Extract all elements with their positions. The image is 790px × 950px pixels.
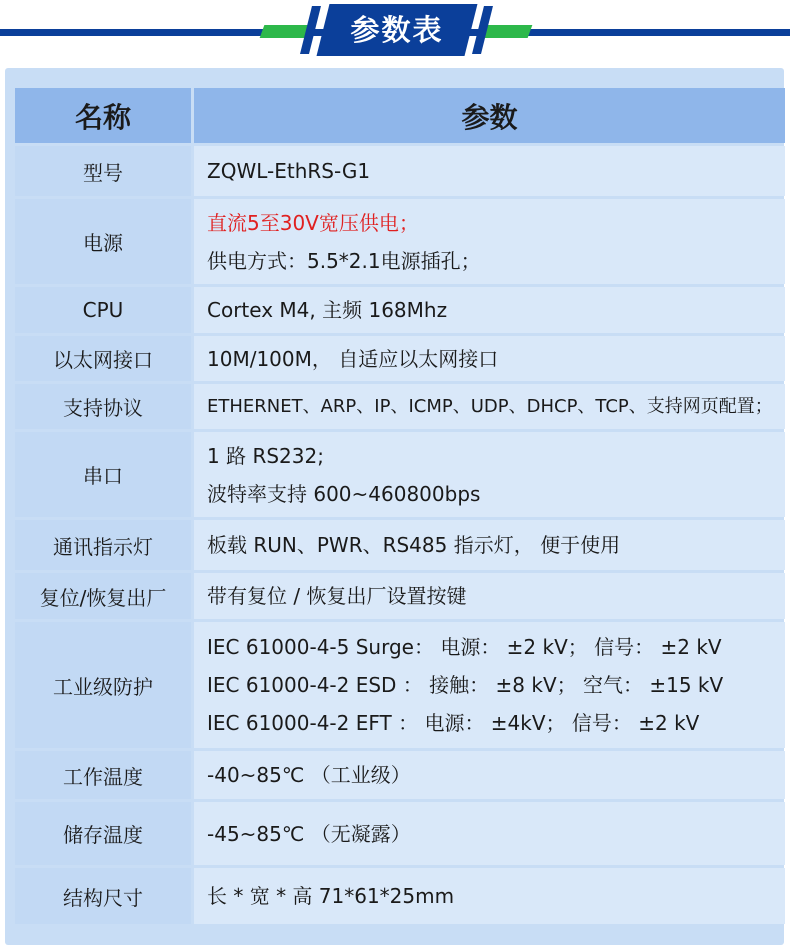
table-row	[15, 573, 785, 619]
row-name: 工业级防护	[15, 622, 191, 748]
row-name: 以太网接口	[15, 336, 191, 381]
table-row	[15, 432, 785, 517]
table-row	[15, 622, 785, 748]
table-row	[15, 802, 785, 865]
row-name: 储存温度	[15, 802, 191, 865]
row-value	[194, 520, 785, 570]
table-header-row	[15, 88, 785, 143]
row-value-line: 波特率支持 600~460800bps	[207, 481, 481, 506]
row-value-line: Cortex M4, 主频 168Mhz	[207, 298, 448, 322]
row-value-line: IEC 61000-4-5 Surge： 电源： ±2 kV； 信号： ±2 kV	[207, 635, 722, 659]
row-name: 工作温度	[15, 751, 191, 799]
row-value-line-highlight: 直流5至30V宽压供电；	[207, 210, 419, 235]
row-value	[194, 146, 785, 196]
row-value	[194, 384, 785, 429]
table-row	[15, 336, 785, 381]
row-name: 通讯指示灯	[15, 520, 191, 570]
row-value-line: ETHERNET、ARP、IP、ICMP、UDP、DHCP、TCP、支持网页配置；	[207, 395, 773, 417]
table-row	[15, 146, 785, 196]
header-accent-left	[260, 25, 311, 38]
column-header-name: 名称	[15, 88, 191, 143]
row-name: 支持协议	[15, 384, 191, 429]
row-name: 串口	[15, 432, 191, 517]
spec-table	[12, 85, 788, 927]
row-value	[194, 287, 785, 333]
row-value-line: 供电方式：5.5*2.1电源插孔；	[207, 248, 481, 273]
table-row	[15, 384, 785, 429]
row-value-line: 1 路 RS232;	[207, 443, 324, 468]
row-value	[194, 199, 785, 284]
row-value-line: 带有复位 / 恢复出厂设置按键	[207, 584, 467, 608]
column-header-value: 参数	[194, 88, 785, 143]
row-value	[194, 432, 785, 517]
row-value-line: 长 * 宽 * 高 71*61*25mm	[207, 884, 455, 908]
row-name: 复位/恢复出厂	[15, 573, 191, 619]
header-accent-right	[482, 25, 533, 38]
row-value	[194, 573, 785, 619]
row-value-line: IEC 61000-4-2 EFT ： 电源： ±4kV； 信号： ±2 kV	[207, 711, 700, 735]
row-name: 电源	[15, 199, 191, 284]
row-name: 结构尺寸	[15, 868, 191, 924]
table-row	[15, 751, 785, 799]
row-value-line: 10M/100M， 自适应以太网接口	[207, 346, 499, 371]
table-row	[15, 199, 785, 284]
row-value	[194, 868, 785, 924]
row-value-line: 板载 RUN、PWR、RS485 指示灯， 便于使用	[207, 533, 621, 557]
row-value-line: ZQWL-EthRS-G1	[207, 159, 371, 183]
row-name: 型号	[15, 146, 191, 196]
table-row	[15, 287, 785, 333]
row-name: CPU	[15, 287, 191, 333]
row-value	[194, 622, 785, 748]
row-value	[194, 751, 785, 799]
row-value-line: -45~85℃ （无凝露）	[207, 821, 411, 846]
row-value-line: -40~85℃ （工业级）	[207, 763, 411, 787]
row-value	[194, 336, 785, 381]
page-title: 参数表	[350, 13, 444, 47]
table-row	[15, 520, 785, 570]
row-value-line: IEC 61000-4-2 ESD ： 接触： ±8 kV； 空气： ±15 kV	[207, 673, 724, 697]
row-value	[194, 802, 785, 865]
table-row	[15, 868, 785, 924]
